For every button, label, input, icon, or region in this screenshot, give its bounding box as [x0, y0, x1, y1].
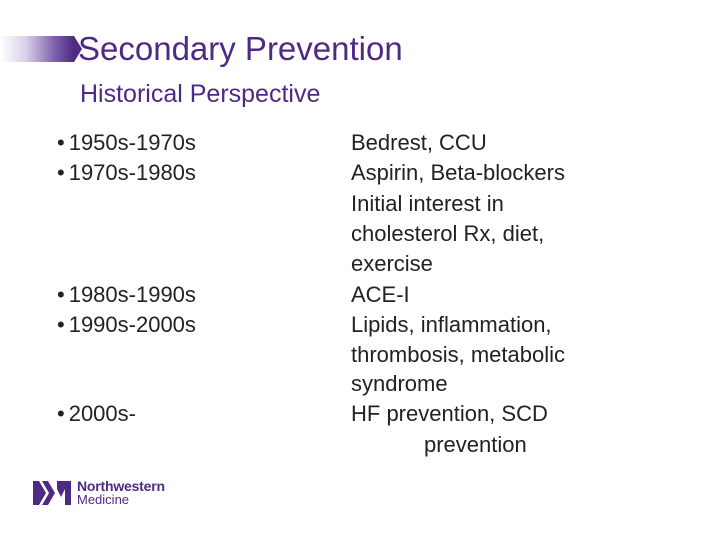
era-item [57, 280, 196, 310]
logo-text-line1: Northwestern [77, 478, 165, 494]
description-line: thrombosis, metabolic [351, 342, 565, 367]
era-item [57, 128, 196, 158]
description-line: HF prevention, SCD [351, 401, 548, 426]
bullet-icon: • [57, 130, 65, 155]
era-item [57, 310, 196, 340]
era-label: 1970s-1980s [68, 160, 196, 185]
title-accent-bar [0, 36, 74, 62]
era-label: 1950s-1970s [68, 130, 196, 155]
bullet-icon: • [57, 160, 65, 185]
bullet-icon: • [57, 312, 65, 337]
logo-text-line2: Medicine [77, 492, 130, 507]
era-label: 1990s-2000s [68, 312, 196, 337]
description-line: prevention [424, 432, 527, 457]
description-line: Bedrest, CCU [351, 130, 487, 155]
era-label: 2000s- [68, 401, 136, 426]
slide-title: Secondary Prevention [78, 30, 403, 67]
description-line: Initial interest in [351, 191, 504, 216]
era-item [57, 399, 136, 429]
northwestern-medicine-logo [33, 478, 165, 508]
description-line: cholesterol Rx, diet, [351, 221, 545, 246]
era-item [57, 158, 196, 188]
description-line: syndrome [351, 371, 448, 396]
description-line: Aspirin, Beta-blockers [351, 160, 565, 185]
bullet-icon: • [57, 401, 65, 426]
slide-subtitle: Historical Perspective [80, 80, 321, 108]
description-line: exercise [351, 251, 433, 276]
description-line: Lipids, inflammation, [351, 312, 552, 337]
era-label: 1980s-1990s [68, 282, 196, 307]
description-line: ACE-I [351, 282, 410, 307]
bullet-icon: • [57, 282, 65, 307]
logo-mark-icon [33, 479, 71, 507]
